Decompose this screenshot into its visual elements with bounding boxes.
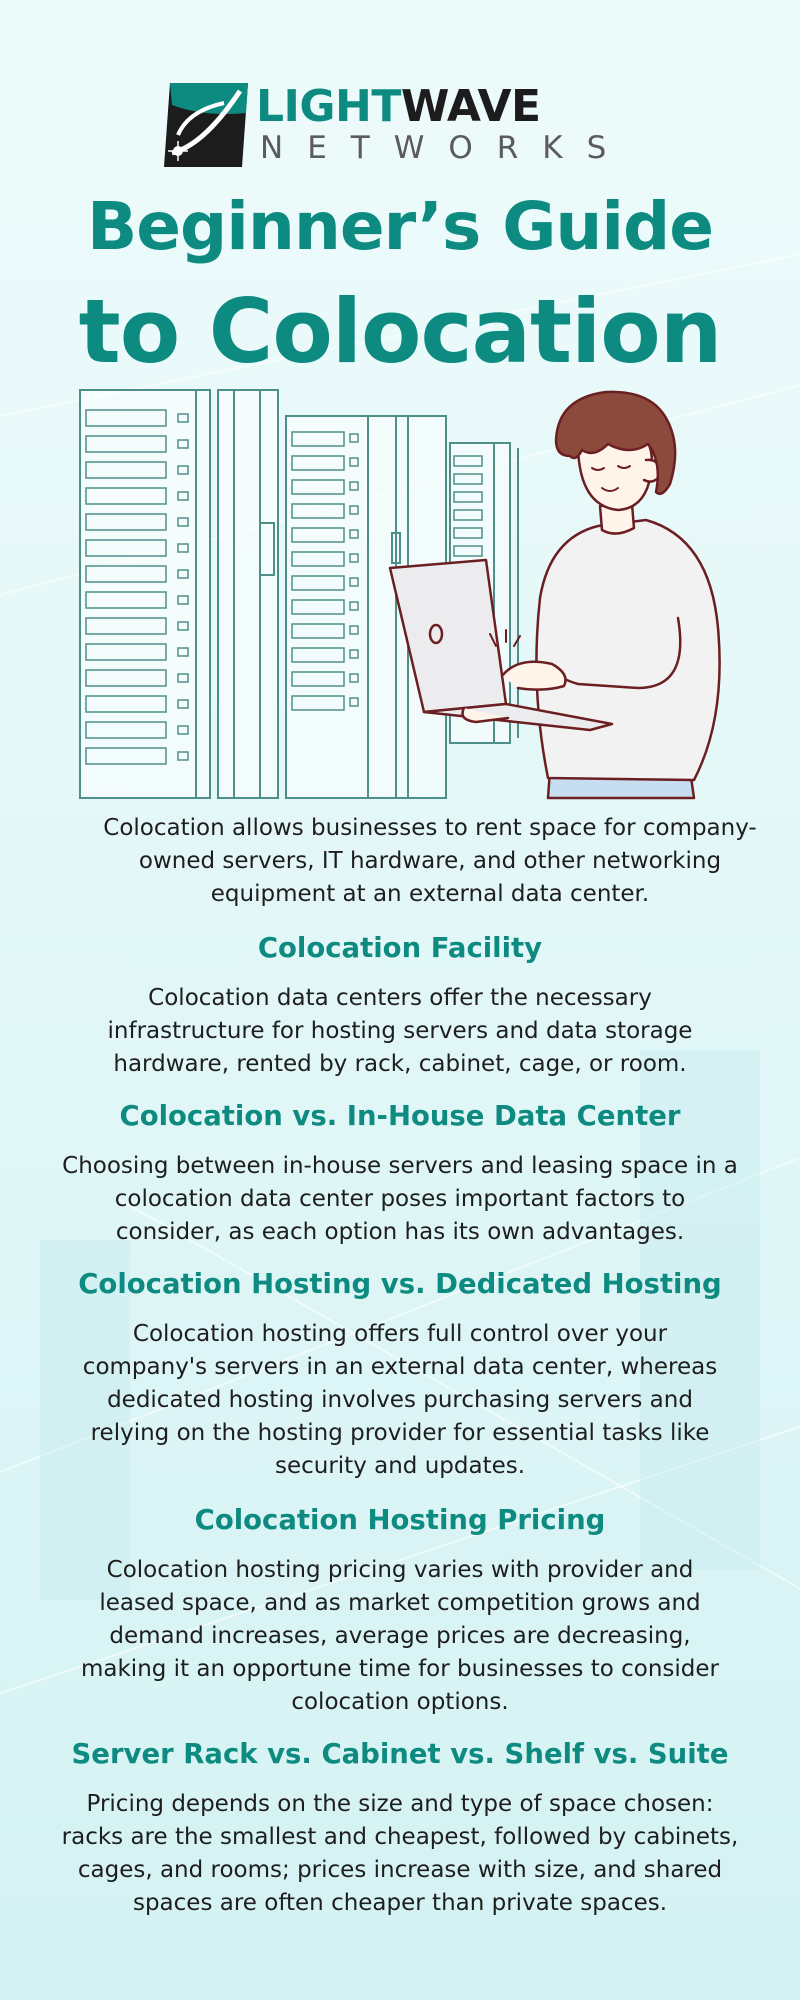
section-body: Choosing between in-house servers and leasing space in a colocation data center poses important factors to consider, as each option has its own advantages.: [62, 1153, 738, 1245]
section-heading: Colocation vs. In-House Data Center: [119, 1100, 681, 1132]
logo-wordmark-top: LIGHTWAVE: [256, 81, 541, 132]
page-title-line2: to Colocation: [78, 280, 722, 383]
page-title-line1: Beginner’s Guide: [86, 188, 714, 265]
section-body: Colocation data centers offer the necessary infrastructure for hosting servers and data storage hardware, rented by rack, cabinet, cage, or room.: [107, 985, 693, 1077]
brand-logo: [164, 83, 644, 167]
logo-wordmark-bottom: NETWORKS: [260, 130, 631, 166]
section-heading: Colocation Hosting vs. Dedicated Hosting: [78, 1268, 722, 1300]
section-heading: Colocation Hosting Pricing: [194, 1504, 606, 1536]
section-heading: Server Rack vs. Cabinet vs. Shelf vs. Suite: [71, 1738, 729, 1770]
section-heading: Colocation Facility: [257, 932, 543, 964]
section-body: Pricing depends on the size and type of space chosen: racks are the smallest and cheapest, followed by cabinets, cages, and rooms; prices increase with size, and shared spaces are often cheaper than private spaces.: [61, 1791, 739, 1916]
hero-illustration: [78, 388, 728, 800]
section-body: Colocation hosting offers full control over your company's servers in an external data center, whereas dedicated hosting involves purchasing servers and relying on the hosting provider for essential tasks like security and updates.: [82, 1321, 718, 1479]
light-wave-logo-icon: [164, 83, 248, 167]
intro-paragraph: Colocation allows businesses to rent space for company-owned servers, IT hardware, and other networking equipment at an external data center.: [103, 815, 757, 907]
section-body: Colocation hosting pricing varies with provider and leased space, and as market competition grows and demand increases, average prices are decreasing, making it an opportune time for businesses to consider colocation options.: [80, 1557, 719, 1715]
